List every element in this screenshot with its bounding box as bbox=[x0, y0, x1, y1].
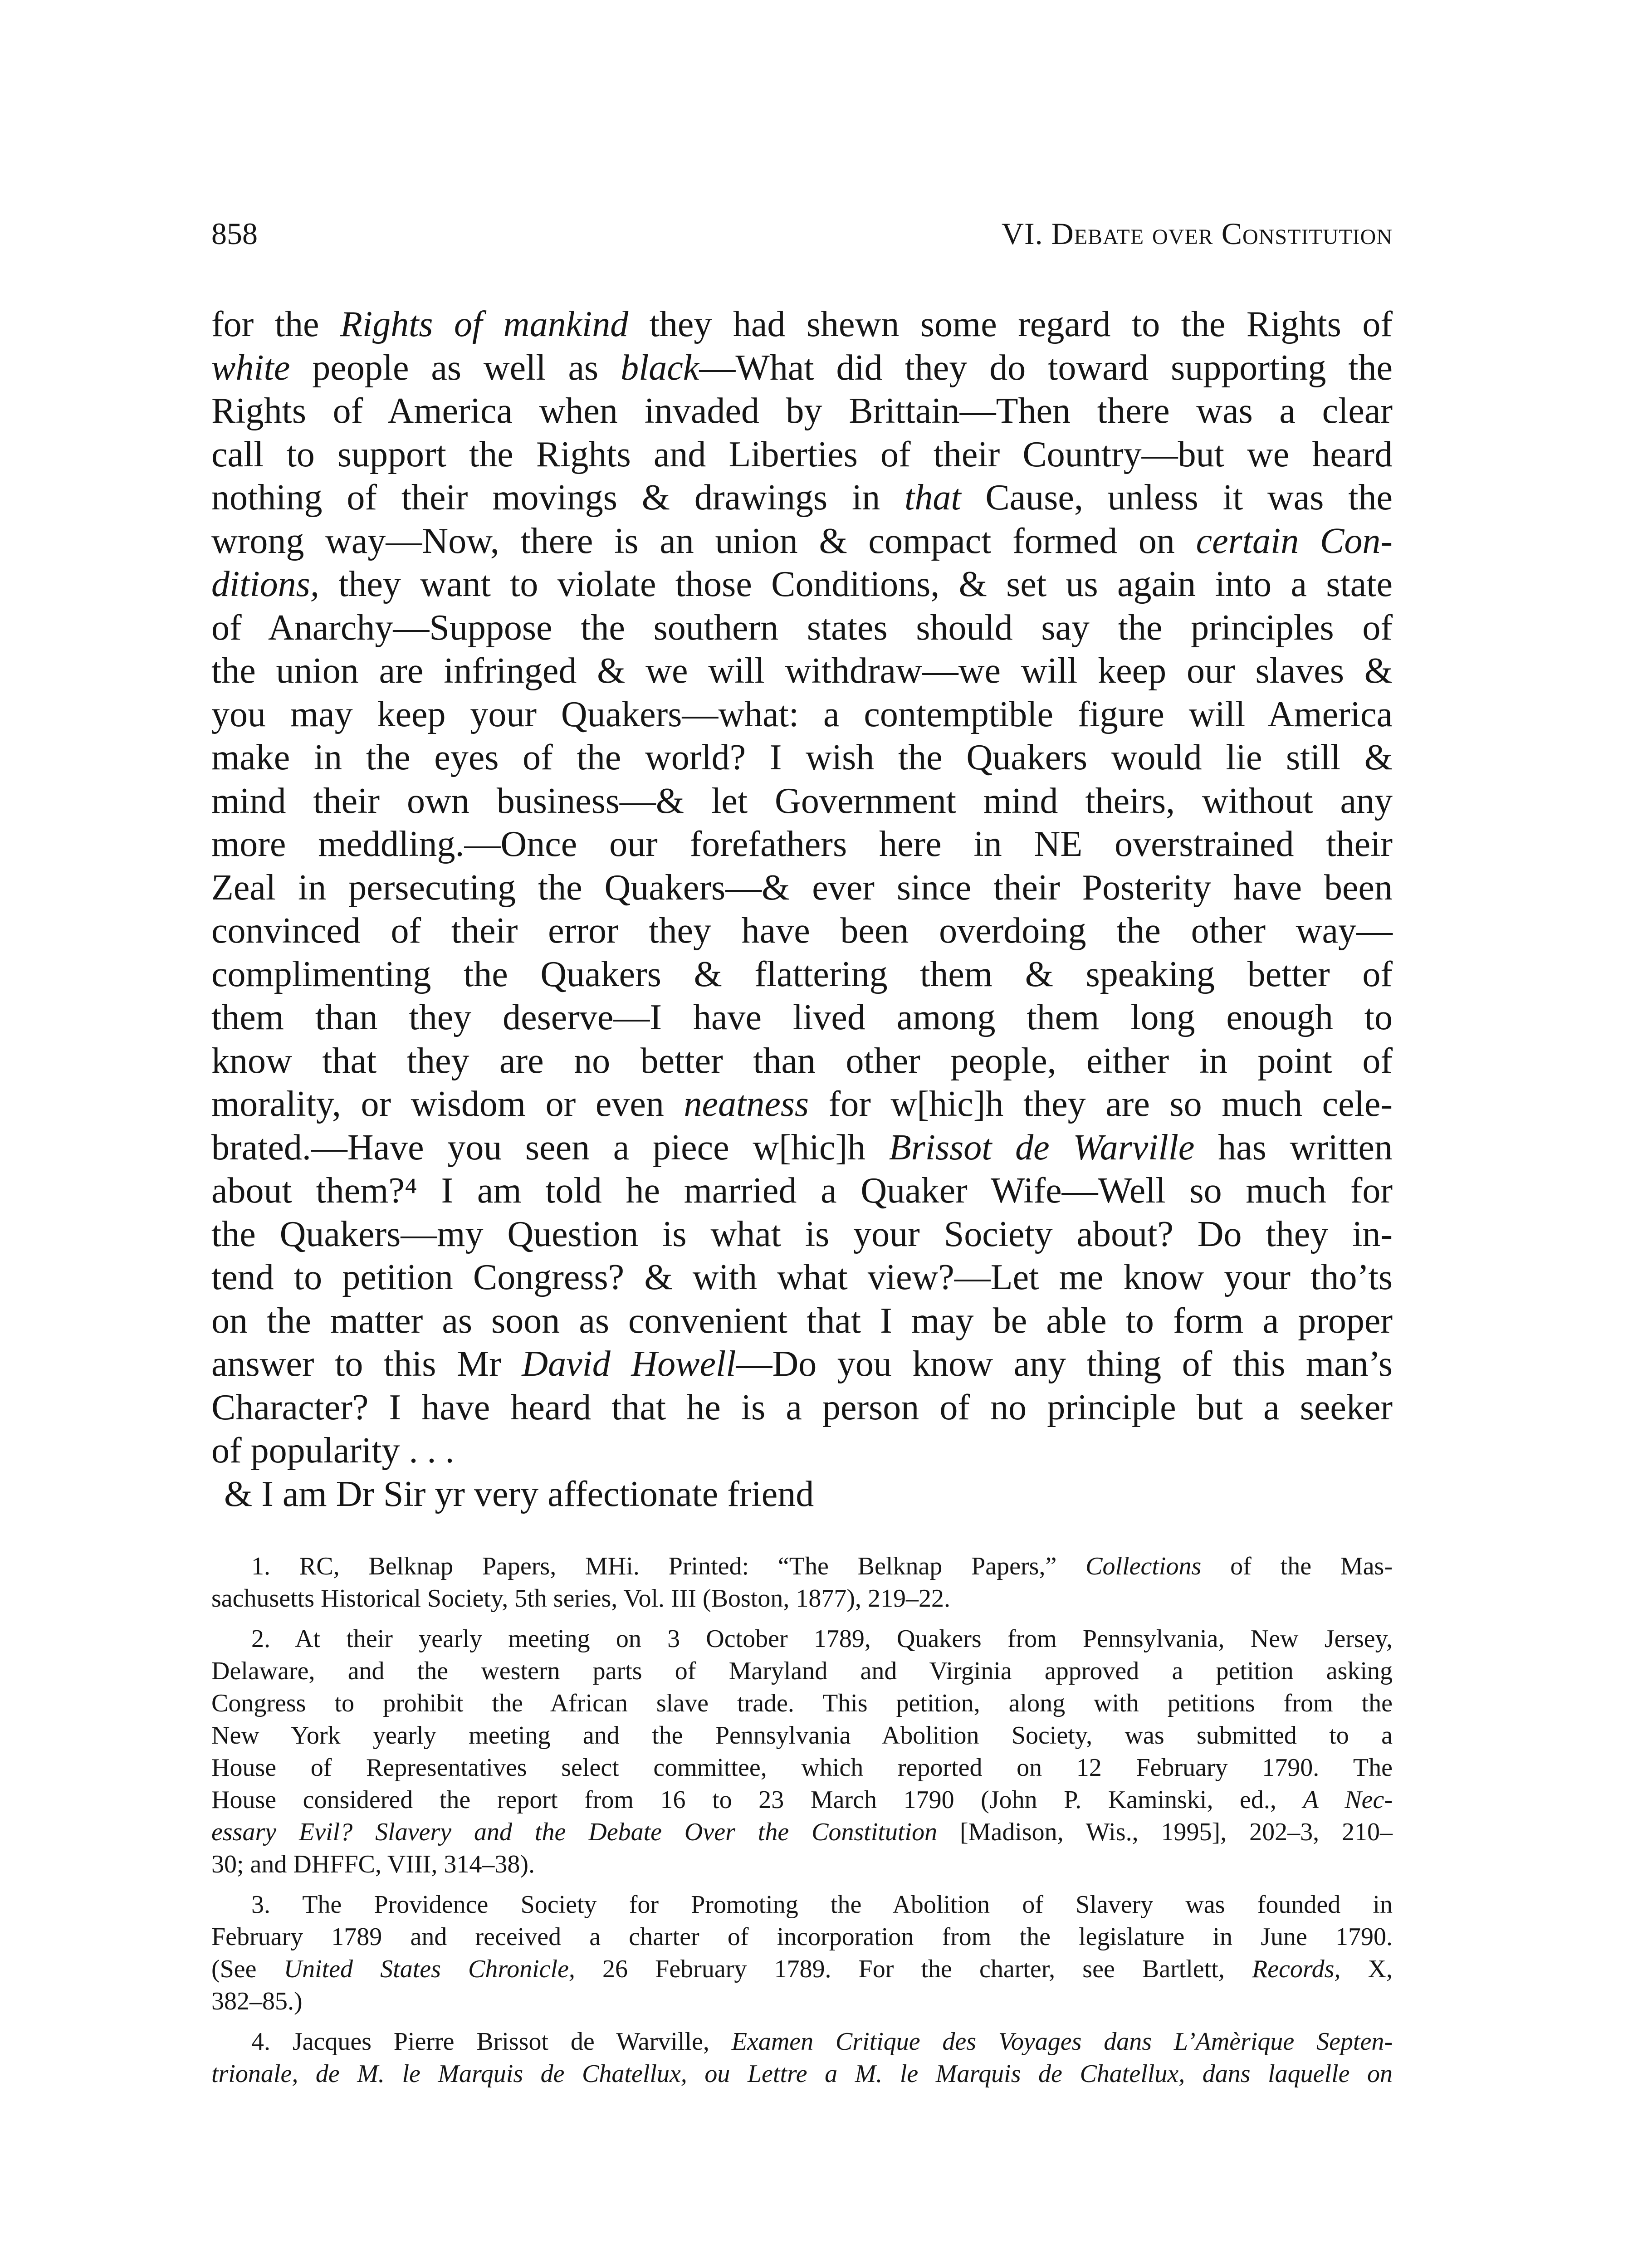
text-line: convinced of their error they have been overdoing the other way— bbox=[211, 911, 1393, 951]
footnote-line: 1. RC, Belknap Papers, MHi. Printed: “The Belknap Papers,” Collections of the Mas- bbox=[251, 1552, 1393, 1580]
footnote bbox=[211, 1889, 1393, 2018]
text-line: more meddling.—Once our forefathers here in NE overstrained their bbox=[211, 824, 1393, 864]
text-line: white people as well as black—What did they do toward supporting the bbox=[211, 347, 1393, 388]
footnote-line: New York yearly meeting and the Pennsylvania Abolition Society, was submitted to a bbox=[211, 1721, 1393, 1750]
text-line: the union are infringed & we will withdraw—we will keep our slaves & bbox=[211, 651, 1393, 691]
text-line: of Anarchy—Suppose the southern states should say the principles of bbox=[211, 607, 1393, 648]
text-line: make in the eyes of the world? I wish the Quakers would lie still & bbox=[211, 738, 1393, 777]
footnote-line: 2. At their yearly meeting on 3 October 1789, Quakers from Pennsylvania, New Jersey, bbox=[251, 1625, 1393, 1653]
italic-text: ditions, bbox=[211, 564, 319, 604]
footnote-line: 3. The Providence Society for Promoting the Abolition of Slavery was founded in bbox=[251, 1891, 1393, 1919]
italic-text: A Nec- bbox=[1303, 1786, 1393, 1814]
footnote bbox=[211, 1550, 1393, 1615]
footnote-spacer bbox=[211, 1615, 1393, 1623]
text-line: morality, or wisdom or even neatness for w[hic]h they are so much cele- bbox=[211, 1084, 1393, 1124]
text-line: ditions, they want to violate those Conditions, & set us again into a state bbox=[211, 564, 1393, 604]
italic-text: white bbox=[211, 347, 290, 388]
italic-text: David Howell bbox=[522, 1344, 736, 1384]
text-line: Rights of America when invaded by Brittain—Then there was a clear bbox=[211, 391, 1393, 431]
footnote-line bbox=[211, 2058, 1393, 2090]
italic-text: essary Evil? Slavery and the Debate Over the Constitution bbox=[211, 1818, 938, 1846]
text-line: on the matter as soon as convenient that I may be able to form a proper bbox=[211, 1300, 1393, 1341]
footnote-line: Delaware, and the western parts of Maryland and Virginia approved a petition asking bbox=[211, 1657, 1393, 1685]
text-line: about them?⁴ I am told he married a Quaker Wife—Well so much for bbox=[211, 1171, 1393, 1211]
italic-text: Rights of mankind bbox=[340, 304, 629, 344]
footnote bbox=[211, 2026, 1393, 2090]
footnote-line: Congress to prohibit the African slave trade. This petition, along with petitions from the bbox=[211, 1689, 1393, 1717]
text-line: complimenting the Quakers & flattering them & speaking better of bbox=[211, 954, 1393, 994]
footnote-line: 382–85.) bbox=[211, 1987, 303, 2015]
text-line: tend to petition Congress? & with what view?—Let me know your tho’ts bbox=[211, 1257, 1393, 1297]
text-line: mind their own business—& let Government mind theirs, without any bbox=[211, 781, 1393, 821]
text-line: them than they deserve—I have lived among them long enough to bbox=[211, 997, 1393, 1037]
footnote-line: House considered the report from 16 to 23 March 1790 (John P. Kaminski, ed., A Nec- bbox=[211, 1786, 1393, 1814]
text-line: know that they are no better than other people, either in point of bbox=[211, 1041, 1393, 1081]
text-line: the Quakers—my Question is what is your Society about? Do they in- bbox=[211, 1214, 1393, 1254]
text-line: Zeal in persecuting the Quakers—& ever since their Posterity have been bbox=[211, 867, 1393, 908]
closing-line: & I am Dr Sir yr very affectionate friend bbox=[224, 1474, 814, 1514]
italic-text: black bbox=[621, 347, 699, 388]
italic-text: trionale, de M. le Marquis de Chatellux, ou Lettre a M. le Marquis de Chatellux, dans laquelle on bbox=[211, 2060, 1393, 2088]
footnote-spacer bbox=[211, 2018, 1393, 2026]
footnote-line: 4. Jacques Pierre Brissot de Warville, Examen Critique des Voyages dans L’Amèrique Septen- bbox=[251, 2028, 1393, 2056]
running-head bbox=[211, 213, 1393, 254]
footnote-line: sachusetts Historical Society, 5th series, Vol. III (Boston, 1877), 219–22. bbox=[211, 1584, 951, 1613]
italic-text: Brissot de Warville bbox=[889, 1127, 1195, 1168]
italic-text: certain Con- bbox=[1196, 521, 1393, 561]
running-title: VI. Debate over Constitution bbox=[1001, 216, 1393, 251]
footnote-line: House of Representatives select committee, which reported on 12 February 1790. The bbox=[211, 1754, 1393, 1782]
text-line: nothing of their movings & drawings in that Cause, unless it was the bbox=[211, 478, 1393, 518]
text-line: of popularity . . . bbox=[211, 1431, 455, 1471]
italic-text: Collections bbox=[1085, 1552, 1202, 1580]
italic-text: United States Chronicle, bbox=[284, 1955, 575, 1983]
footnote bbox=[211, 1623, 1393, 1881]
italic-text: Examen Critique des Voyages dans L’Amèrique Septen- bbox=[731, 2028, 1393, 2056]
footnotes bbox=[211, 1550, 1393, 2090]
text-line: brated.—Have you seen a piece w[hic]h Brissot de Warville has written bbox=[211, 1127, 1393, 1168]
text-line: Character? I have heard that he is a person of no principle but a seeker bbox=[211, 1387, 1393, 1427]
page-number: 858 bbox=[211, 216, 258, 251]
italic-text: that bbox=[905, 478, 961, 518]
footnote-line: 30; and DHFFC, VIII, 314–38). bbox=[211, 1850, 535, 1878]
text-line: call to support the Rights and Liberties of their Country—but we heard bbox=[211, 434, 1393, 474]
italic-text: neatness bbox=[684, 1084, 809, 1124]
letter-body bbox=[211, 303, 1393, 1516]
text-line: answer to this Mr David Howell—Do you know any thing of this man’s bbox=[211, 1344, 1393, 1384]
footnote-line: essary Evil? Slavery and the Debate Over the Constitution [Madison, Wis., 1995], 202–3, 210– bbox=[211, 1818, 1393, 1846]
text-line: for the Rights of mankind they had shewn some regard to the Rights of bbox=[211, 304, 1393, 344]
footnote-spacer bbox=[211, 1881, 1393, 1889]
footnote-line: (See United States Chronicle, 26 February 1789. For the charter, see Bartlett, Records, X, bbox=[211, 1955, 1393, 1983]
text-line: wrong way—Now, there is an union & compact formed on certain Con- bbox=[211, 521, 1393, 561]
text-line: you may keep your Quakers—what: a contemptible figure will America bbox=[211, 694, 1393, 734]
footnote-line: February 1789 and received a charter of incorporation from the legislature in June 1790. bbox=[211, 1923, 1393, 1951]
italic-text: Records, bbox=[1252, 1955, 1341, 1983]
